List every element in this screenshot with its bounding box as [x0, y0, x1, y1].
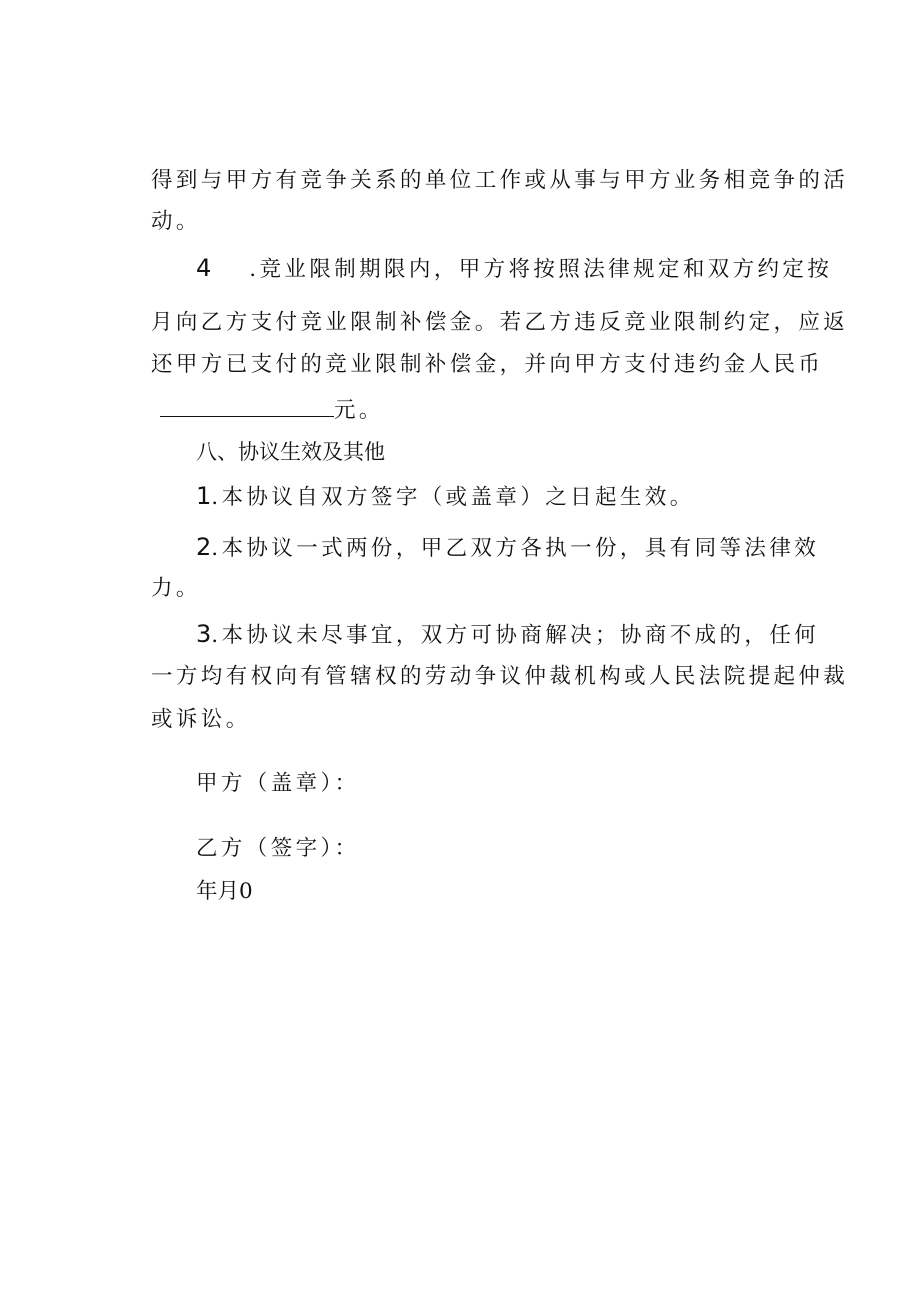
party-b-signature-label: 乙方（签字）： [196, 836, 360, 861]
clause8-item2-line1 [196, 533, 819, 563]
clause7-line1: 得到与甲方有竞争关系的单位工作或从事与甲方业务相竞争的活 [151, 168, 849, 193]
clause7-line2: 动。 [151, 209, 201, 234]
date-label: 年月0 [196, 879, 253, 904]
item3-text: .本协议未尽事宜，双方可协商解决；协商不成的，任何 [211, 623, 820, 648]
clause7-item4-line2: 月向乙方支付竞业限制补偿金。若乙方违反竞业限制约定，应返 [151, 310, 849, 335]
clause8-item2-line2: 力。 [151, 576, 201, 601]
clause8-item3-line1 [196, 620, 819, 650]
clause8-item3-line2: 一方均有权向有管辖权的劳动争议仲裁机构或人民法院提起仲裁 [151, 664, 849, 689]
item2-number: 2 [196, 533, 212, 561]
party-a-seal-label: 甲方（盖章）： [196, 771, 360, 796]
item2-text: .本协议一式两份，甲乙双方各执一份，具有同等法律效 [211, 536, 820, 561]
item1-text: .本协议自双方签字（或盖章）之日起生效。 [211, 485, 695, 510]
clause7-item4-line4 [160, 396, 384, 425]
clause8-item1 [196, 482, 695, 512]
clause7-item4-line1 [196, 254, 832, 284]
item1-number: 1 [196, 482, 212, 510]
clause8-item3-line3: 或诉讼。 [151, 707, 251, 732]
section-heading-8: 八、协议生效及其他 [196, 440, 385, 464]
item3-number: 3 [196, 620, 212, 648]
penalty-amount-blank [160, 396, 334, 417]
item4-text: .竞业限制期限内，甲方将按照法律规定和双方约定按 [249, 257, 833, 282]
penalty-unit: 元。 [334, 398, 384, 423]
clause7-item4-line3: 还甲方已支付的竞业限制补偿金，并向甲方支付违约金人民币 [151, 352, 824, 377]
item4-number: 4 [196, 254, 212, 282]
